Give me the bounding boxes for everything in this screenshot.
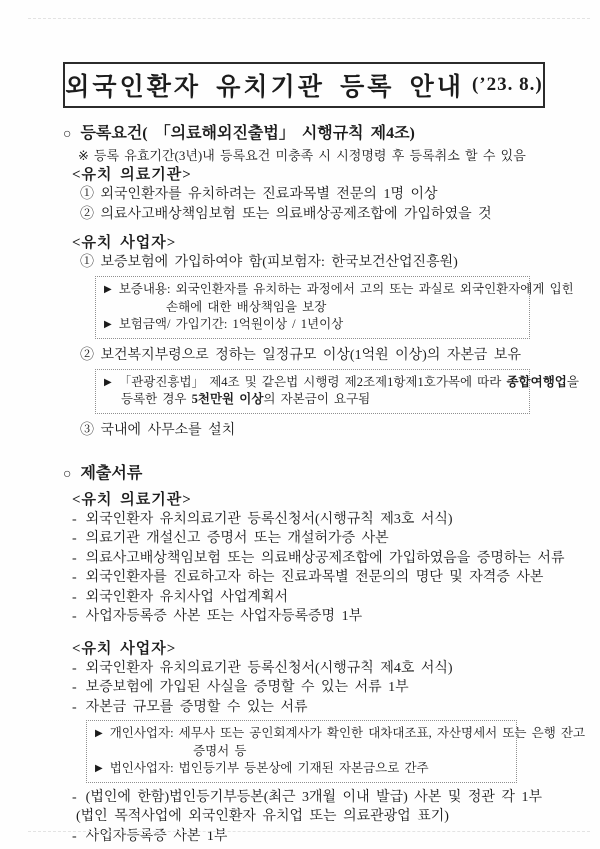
list-item-text: 사업자등록증 사본 1부 — [85, 828, 228, 844]
box-line-continuation: 손해에 대한 배상책임을 보장 — [166, 299, 327, 314]
dash-bullet-icon: - — [72, 660, 77, 676]
arrow-bullet-icon: ▶ — [104, 284, 112, 295]
section-registration-requirements — [63, 123, 579, 441]
arrow-bullet-icon: ▶ — [95, 763, 103, 774]
list-item: ② 의료사고배상책임보험 또는 의료배상공제조합에 가입하였을 것 — [80, 207, 492, 222]
section-heading-text: 등록요건( 「의료해외진출법」 시행규칙 제4조) — [80, 125, 415, 142]
arrow-bullet-icon: ▶ — [95, 728, 103, 739]
list-item — [72, 788, 545, 808]
list-item: ② 보건복지부령으로 정하는 일정규모 이상(1억원 이상)의 자본금 보유 — [80, 347, 521, 363]
section-heading-requirements — [63, 123, 545, 146]
list-item-text: 보증보험에 가입된 사실을 증명할 수 있는 서류 1부 — [85, 680, 409, 695]
guarantee-insurance-box — [95, 276, 574, 339]
list-item — [72, 678, 545, 698]
box-line-text: 보증내용: 외국인환자를 유치하는 과정에서 고의 또는 과실로 외국인환자에게 입힌 — [118, 282, 574, 296]
box-line-continuation: 증명서 등 — [193, 743, 247, 758]
box-line — [95, 725, 586, 743]
list-item: ① 외국인환자를 유치하려는 진료과목별 전문의 1명 이상 — [80, 187, 438, 202]
circle-bullet-icon: ○ — [63, 127, 72, 142]
box-line — [95, 760, 510, 778]
dash-bullet-icon: - — [72, 570, 77, 585]
scan-artifact-bottom — [28, 831, 590, 832]
reference-mark-icon: ※ — [78, 148, 89, 163]
list-item-text: 외국인환자 유치의료기관 등록신청서(시행규칙 제4호 서식) — [85, 660, 453, 676]
list-item — [72, 607, 545, 627]
box-line-text: 보험금액/ 가입기간: 1억원이상 / 1년이상 — [118, 317, 344, 331]
list-item-text: 의료사고배상책임보험 또는 의료배상공제조합에 가입하였음을 증명하는 서류 — [85, 550, 565, 566]
dash-bullet-icon: - — [72, 511, 77, 527]
section-heading-text: 제출서류 — [80, 464, 143, 482]
list-item — [72, 698, 545, 718]
section-heading-documents — [63, 463, 545, 486]
list-item — [72, 510, 545, 530]
dash-bullet-icon: - — [72, 609, 77, 624]
subheading-medical-institution: <유치 의료기관> — [72, 167, 192, 183]
list-item-text: 의료기관 개설신고 증명서 또는 개설허가증 사본 — [85, 531, 389, 546]
box-line-continuation: 등록한 경우 5천만원 이상의 자본금이 요구됨 — [121, 392, 371, 406]
dash-bullet-icon: - — [72, 531, 77, 546]
subheading-business-operator: <유치 사업자> — [72, 235, 177, 251]
page-title: 외국인환자 유치기관 등록 안내 — [65, 74, 464, 101]
section-submission-documents — [63, 463, 586, 847]
scan-artifact-top — [28, 18, 590, 19]
bold-text: 5천만원 이상 — [191, 392, 264, 406]
list-item — [72, 529, 545, 549]
capital-proof-box — [86, 720, 586, 783]
box-line-text: 개인사업자: 세무사 또는 공인회계사가 확인한 대차대조표, 자산명세서 또는 은행 잔고 — [109, 726, 586, 740]
subheading-medical-institution: <유치 의료기관> — [72, 491, 192, 508]
box-line-text: 「관광진흥법」 제4조 및 같은법 시행령 제2조제1항제1호가목에 따라 종합여행업을 — [118, 374, 579, 389]
list-item: ① 보증보험에 가입하여야 함(피보험자: 한국보건산업진흥원) — [80, 255, 458, 270]
list-item-text: 자본금 규모를 증명할 수 있는 서류 — [85, 699, 308, 715]
dash-bullet-icon: - — [72, 789, 77, 805]
dash-bullet-icon: - — [72, 699, 77, 715]
box-line-text: 법인사업자: 법인등기부 등본상에 기재된 자본금으로 간주 — [109, 761, 429, 775]
arrow-bullet-icon: ▶ — [104, 376, 112, 388]
list-item-text: 외국인환자 유치사업 사업계획서 — [85, 589, 289, 605]
title-box — [63, 62, 545, 108]
title-date: (’23. 8.) — [471, 74, 543, 95]
capital-requirement-box — [95, 369, 579, 414]
list-item — [72, 659, 545, 679]
dash-bullet-icon: - — [72, 680, 77, 695]
list-item-text: (법인에 한함)법인등기부등본(최근 3개월 이내 발급) 사본 및 정관 각 1부 — [85, 789, 542, 805]
requirements-note — [78, 146, 545, 165]
circle-bullet-icon: ○ — [63, 466, 72, 482]
list-item-text: 외국인환자를 진료하고자 하는 진료과목별 전문의의 명단 및 자격증 사본 — [85, 570, 544, 585]
dash-bullet-icon: - — [72, 550, 77, 566]
list-item-continuation: (법인 목적사업에 외국인환자 유치업 또는 의료관광업 표기) — [76, 809, 449, 824]
note-text: 등록 유효기간(3년)내 등록요건 미충족 시 시정명령 후 등록취소 할 수 있음 — [93, 148, 526, 163]
box-line — [104, 316, 523, 334]
box-line — [104, 281, 574, 299]
arrow-bullet-icon: ▶ — [104, 319, 112, 330]
list-item: ③ 국내에 사무소를 설치 — [80, 422, 236, 438]
list-item-text: 사업자등록증 사본 또는 사업자등록증명 1부 — [85, 609, 363, 624]
bold-text: 종합여행업 — [506, 374, 567, 389]
list-item — [72, 568, 545, 588]
dash-bullet-icon: - — [72, 828, 77, 844]
box-line — [104, 374, 579, 392]
list-item-text: 외국인환자 유치의료기관 등록신청서(시행규칙 제3호 서식) — [85, 511, 453, 527]
list-item — [72, 549, 565, 569]
dash-bullet-icon: - — [72, 589, 77, 605]
subheading-business-operator: <유치 사업자> — [72, 640, 177, 657]
list-item — [72, 588, 545, 608]
list-item — [72, 827, 545, 847]
